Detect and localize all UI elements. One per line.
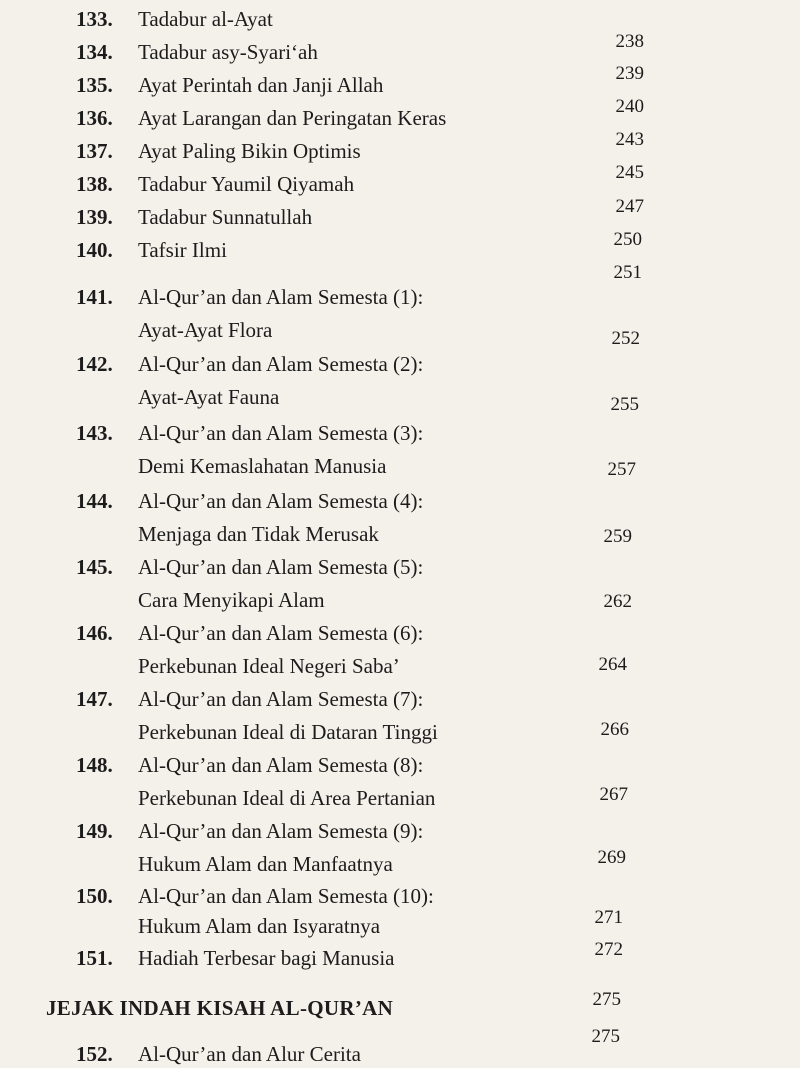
entry-number: 143. xyxy=(76,421,113,445)
entry-number: 144. xyxy=(76,489,113,513)
entry-subtitle: Hukum Alam dan Isyaratnya xyxy=(138,914,381,938)
entry-number: 147. xyxy=(76,687,113,711)
entry-page: 262 xyxy=(603,591,632,612)
entry-title: Al-Qur’an dan Alam Semesta (10): xyxy=(138,884,434,908)
entry-number: 148. xyxy=(76,753,113,777)
entry-title: Tafsir Ilmi xyxy=(138,238,227,262)
entry-subtitle: Ayat-Ayat Flora xyxy=(138,318,273,342)
entry-title: Al-Qur’an dan Alam Semesta (4): xyxy=(138,489,424,513)
entry-title: Al-Qur’an dan Alam Semesta (5): xyxy=(138,555,424,579)
entry-number: 152. xyxy=(76,1042,113,1066)
entry-number: 142. xyxy=(76,352,113,376)
section-page: 275 xyxy=(592,989,621,1010)
entry-page: 267 xyxy=(599,784,628,805)
entry-page: 266 xyxy=(600,719,629,740)
entry-title: Ayat Perintah dan Janji Allah xyxy=(138,73,384,97)
entry-page: 269 xyxy=(597,847,626,868)
entry-title: Tadabur Sunnatullah xyxy=(138,205,313,229)
entry-title: Ayat Larangan dan Peringatan Keras xyxy=(138,106,447,130)
entry-title: Al-Qur’an dan Alam Semesta (2): xyxy=(138,352,424,376)
entry-number: 140. xyxy=(76,238,113,262)
entry-title: Al-Qur’an dan Alam Semesta (8): xyxy=(138,753,424,777)
entry-subtitle: Cara Menyikapi Alam xyxy=(138,588,325,612)
entry-subtitle: Perkebunan Ideal di Dataran Tinggi xyxy=(138,720,438,744)
entry-subtitle: Perkebunan Ideal di Area Pertanian xyxy=(138,786,436,810)
entry-page: 243 xyxy=(615,129,644,150)
entry-number: 137. xyxy=(76,139,113,163)
entry-number: 135. xyxy=(76,73,113,97)
section-heading: JEJAK INDAH KISAH AL-QUR’AN xyxy=(46,996,394,1020)
entry-page: 272 xyxy=(594,939,623,960)
entry-page: 251 xyxy=(613,262,642,283)
entry-number: 149. xyxy=(76,819,113,843)
entry-number: 138. xyxy=(76,172,113,196)
entry-number: 146. xyxy=(76,621,113,645)
entry-title: Tadabur al-Ayat xyxy=(138,7,273,31)
entry-page: 240 xyxy=(615,96,644,117)
entry-number: 150. xyxy=(76,884,113,908)
entry-number: 139. xyxy=(76,205,113,229)
entry-title: Al-Qur’an dan Alam Semesta (7): xyxy=(138,687,424,711)
entry-title: Tadabur Yaumil Qiyamah xyxy=(138,172,355,196)
entry-title: Al-Qur’an dan Alam Semesta (9): xyxy=(138,819,424,843)
entry-page: 255 xyxy=(610,394,639,415)
entry-page: 264 xyxy=(598,654,627,675)
entry-subtitle: Ayat-Ayat Fauna xyxy=(138,385,280,409)
entry-number: 151. xyxy=(76,946,113,970)
entry-subtitle: Hukum Alam dan Manfaatnya xyxy=(138,852,393,876)
entry-page: 245 xyxy=(615,162,644,183)
entry-page: 238 xyxy=(615,31,644,52)
entry-page: 252 xyxy=(611,328,640,349)
entry-page: 257 xyxy=(607,459,636,480)
entry-number: 141. xyxy=(76,285,113,309)
entry-subtitle: Perkebunan Ideal Negeri Saba’ xyxy=(138,654,400,678)
entry-page: 239 xyxy=(615,63,644,84)
entry-title: Al-Qur’an dan Alam Semesta (3): xyxy=(138,421,424,445)
entry-subtitle: Menjaga dan Tidak Merusak xyxy=(138,522,379,546)
entry-number: 145. xyxy=(76,555,113,579)
entry-title: Al-Qur’an dan Alam Semesta (6): xyxy=(138,621,424,645)
entry-page: 271 xyxy=(594,907,623,928)
entry-title: Tadabur asy-Syari‘ah xyxy=(138,40,318,64)
entry-title: Al-Qur’an dan Alur Cerita xyxy=(138,1042,361,1066)
entry-page: 259 xyxy=(603,526,632,547)
entry-title: Ayat Paling Bikin Optimis xyxy=(138,139,361,163)
entry-subtitle: Demi Kemaslahatan Manusia xyxy=(138,454,387,478)
entry-page: 275 xyxy=(591,1026,620,1047)
entry-number: 133. xyxy=(76,7,113,31)
entry-title: Al-Qur’an dan Alam Semesta (1): xyxy=(138,285,424,309)
entry-number: 136. xyxy=(76,106,113,130)
entry-page: 247 xyxy=(615,196,644,217)
entry-number: 134. xyxy=(76,40,113,64)
entry-title: Hadiah Terbesar bagi Manusia xyxy=(138,946,395,970)
entry-page: 250 xyxy=(613,229,642,250)
